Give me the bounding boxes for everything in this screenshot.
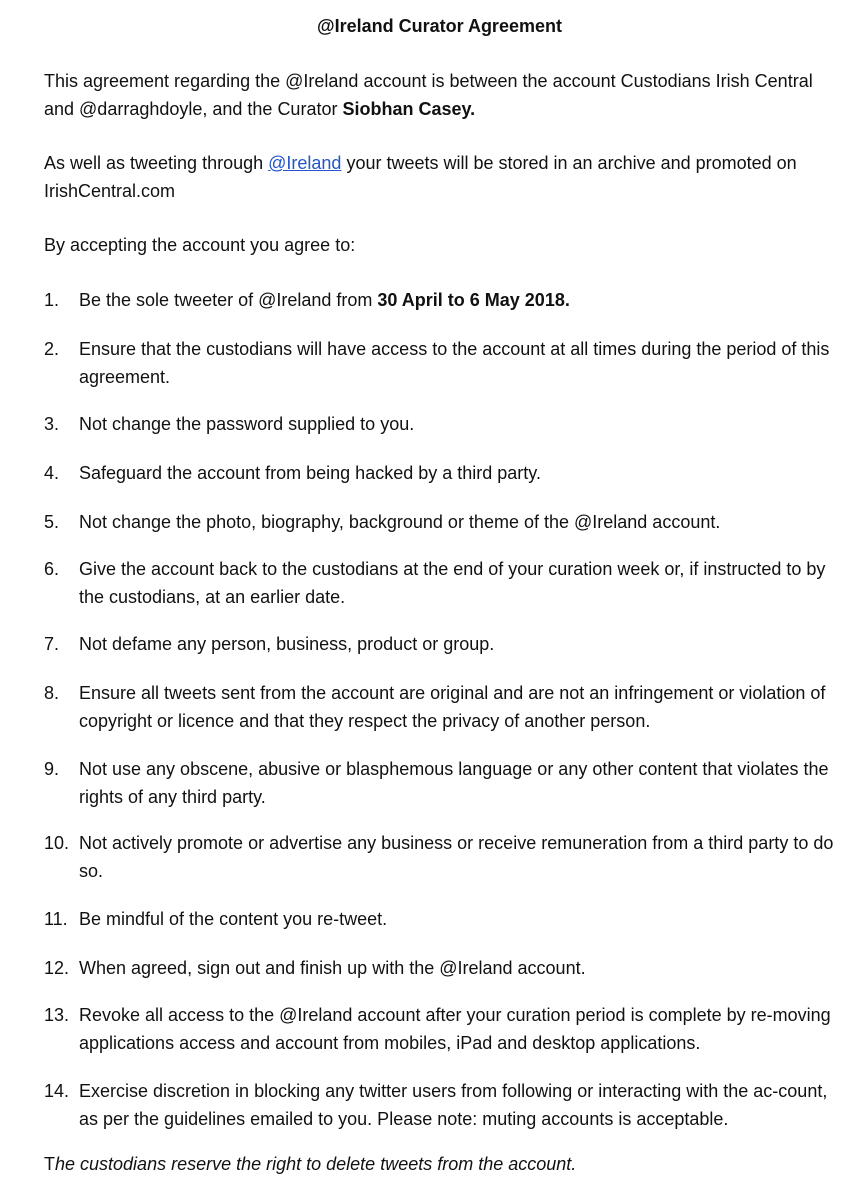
- intro-text: This agreement regarding the @Ireland account is between the account Custodians Irish Central and @darraghdoyle, and the Curator: [44, 71, 813, 119]
- item-text: When agreed, sign out and finish up with the @Ireland account.: [79, 958, 586, 978]
- footer-first-letter: T: [44, 1154, 55, 1174]
- intro-paragraph: [44, 67, 834, 123]
- item-text: Not change the password supplied to you.: [79, 414, 415, 434]
- archive-text-after: your tweets will be stored in an archive and promoted on IrishCentral.com: [44, 153, 797, 201]
- item-number: 5.: [44, 512, 60, 532]
- item-number: 12.: [44, 958, 70, 978]
- item-number: 3.: [44, 414, 60, 434]
- item-number: 8.: [44, 683, 60, 703]
- item-text: Not change the photo, biography, background or theme of the @Ireland account.: [79, 512, 721, 532]
- item-number: 1.: [44, 290, 60, 310]
- item-text: [79, 286, 834, 314]
- item-text: Not actively promote or advertise any business or receive remuneration from a third party to do so.: [79, 833, 834, 881]
- archive-text-before: As well as tweeting through: [44, 153, 269, 173]
- item-text: Safeguard the account from being hacked by a third party.: [79, 463, 541, 483]
- item-number: 6.: [44, 559, 60, 579]
- archive-paragraph: [44, 149, 834, 205]
- item-text: Not defame any person, business, product or group.: [79, 634, 495, 654]
- item-text: Ensure all tweets sent from the account are original and are not an infringement or violation of copyright or licence and that they respect the privacy of another person.: [79, 683, 826, 731]
- item-number: 4.: [44, 463, 60, 483]
- item-text: Ensure that the custodians will have access to the account at all times during the period of this agreement.: [79, 339, 830, 387]
- footer-note: [44, 1150, 834, 1178]
- item-number: 11.: [44, 909, 68, 929]
- item-number: 10.: [44, 833, 70, 853]
- item-number: 9.: [44, 759, 60, 779]
- footer-text: he custodians reserve the right to delete tweets from the account.: [55, 1154, 577, 1174]
- item-text: Be mindful of the content you re-tweet.: [79, 909, 388, 929]
- item-number: 2.: [44, 339, 60, 359]
- curator-name: Siobhan Casey.: [342, 99, 476, 119]
- page-title: @Ireland Curator Agreement: [317, 16, 562, 36]
- item-number: 13.: [44, 1005, 70, 1025]
- ireland-link[interactable]: @Ireland: [268, 153, 342, 173]
- item-text-bold: 30 April to 6 May 2018.: [377, 290, 570, 310]
- item-text: Give the account back to the custodians at the end of your curation week or, if instructed to by the custodians, at an earlier date.: [79, 559, 826, 607]
- item-text-plain: Be the sole tweeter of @Ireland from: [79, 290, 378, 310]
- item-number: 14.: [44, 1081, 70, 1101]
- accept-intro: By accepting the account you agree to:: [44, 235, 356, 255]
- item-text: Revoke all access to the @Ireland account after your curation period is complete by re-moving applications access and account from mobiles, iPad and desktop applications.: [79, 1005, 831, 1053]
- item-text: Not use any obscene, abusive or blasphemous language or any other content that violates the rights of any third party.: [79, 759, 829, 807]
- item-text: Exercise discretion in blocking any twitter users from following or interacting with the ac-count, as per the guidelines emailed to you. Please note: muting accounts is acceptable.: [79, 1081, 828, 1129]
- item-number: 7.: [44, 634, 60, 654]
